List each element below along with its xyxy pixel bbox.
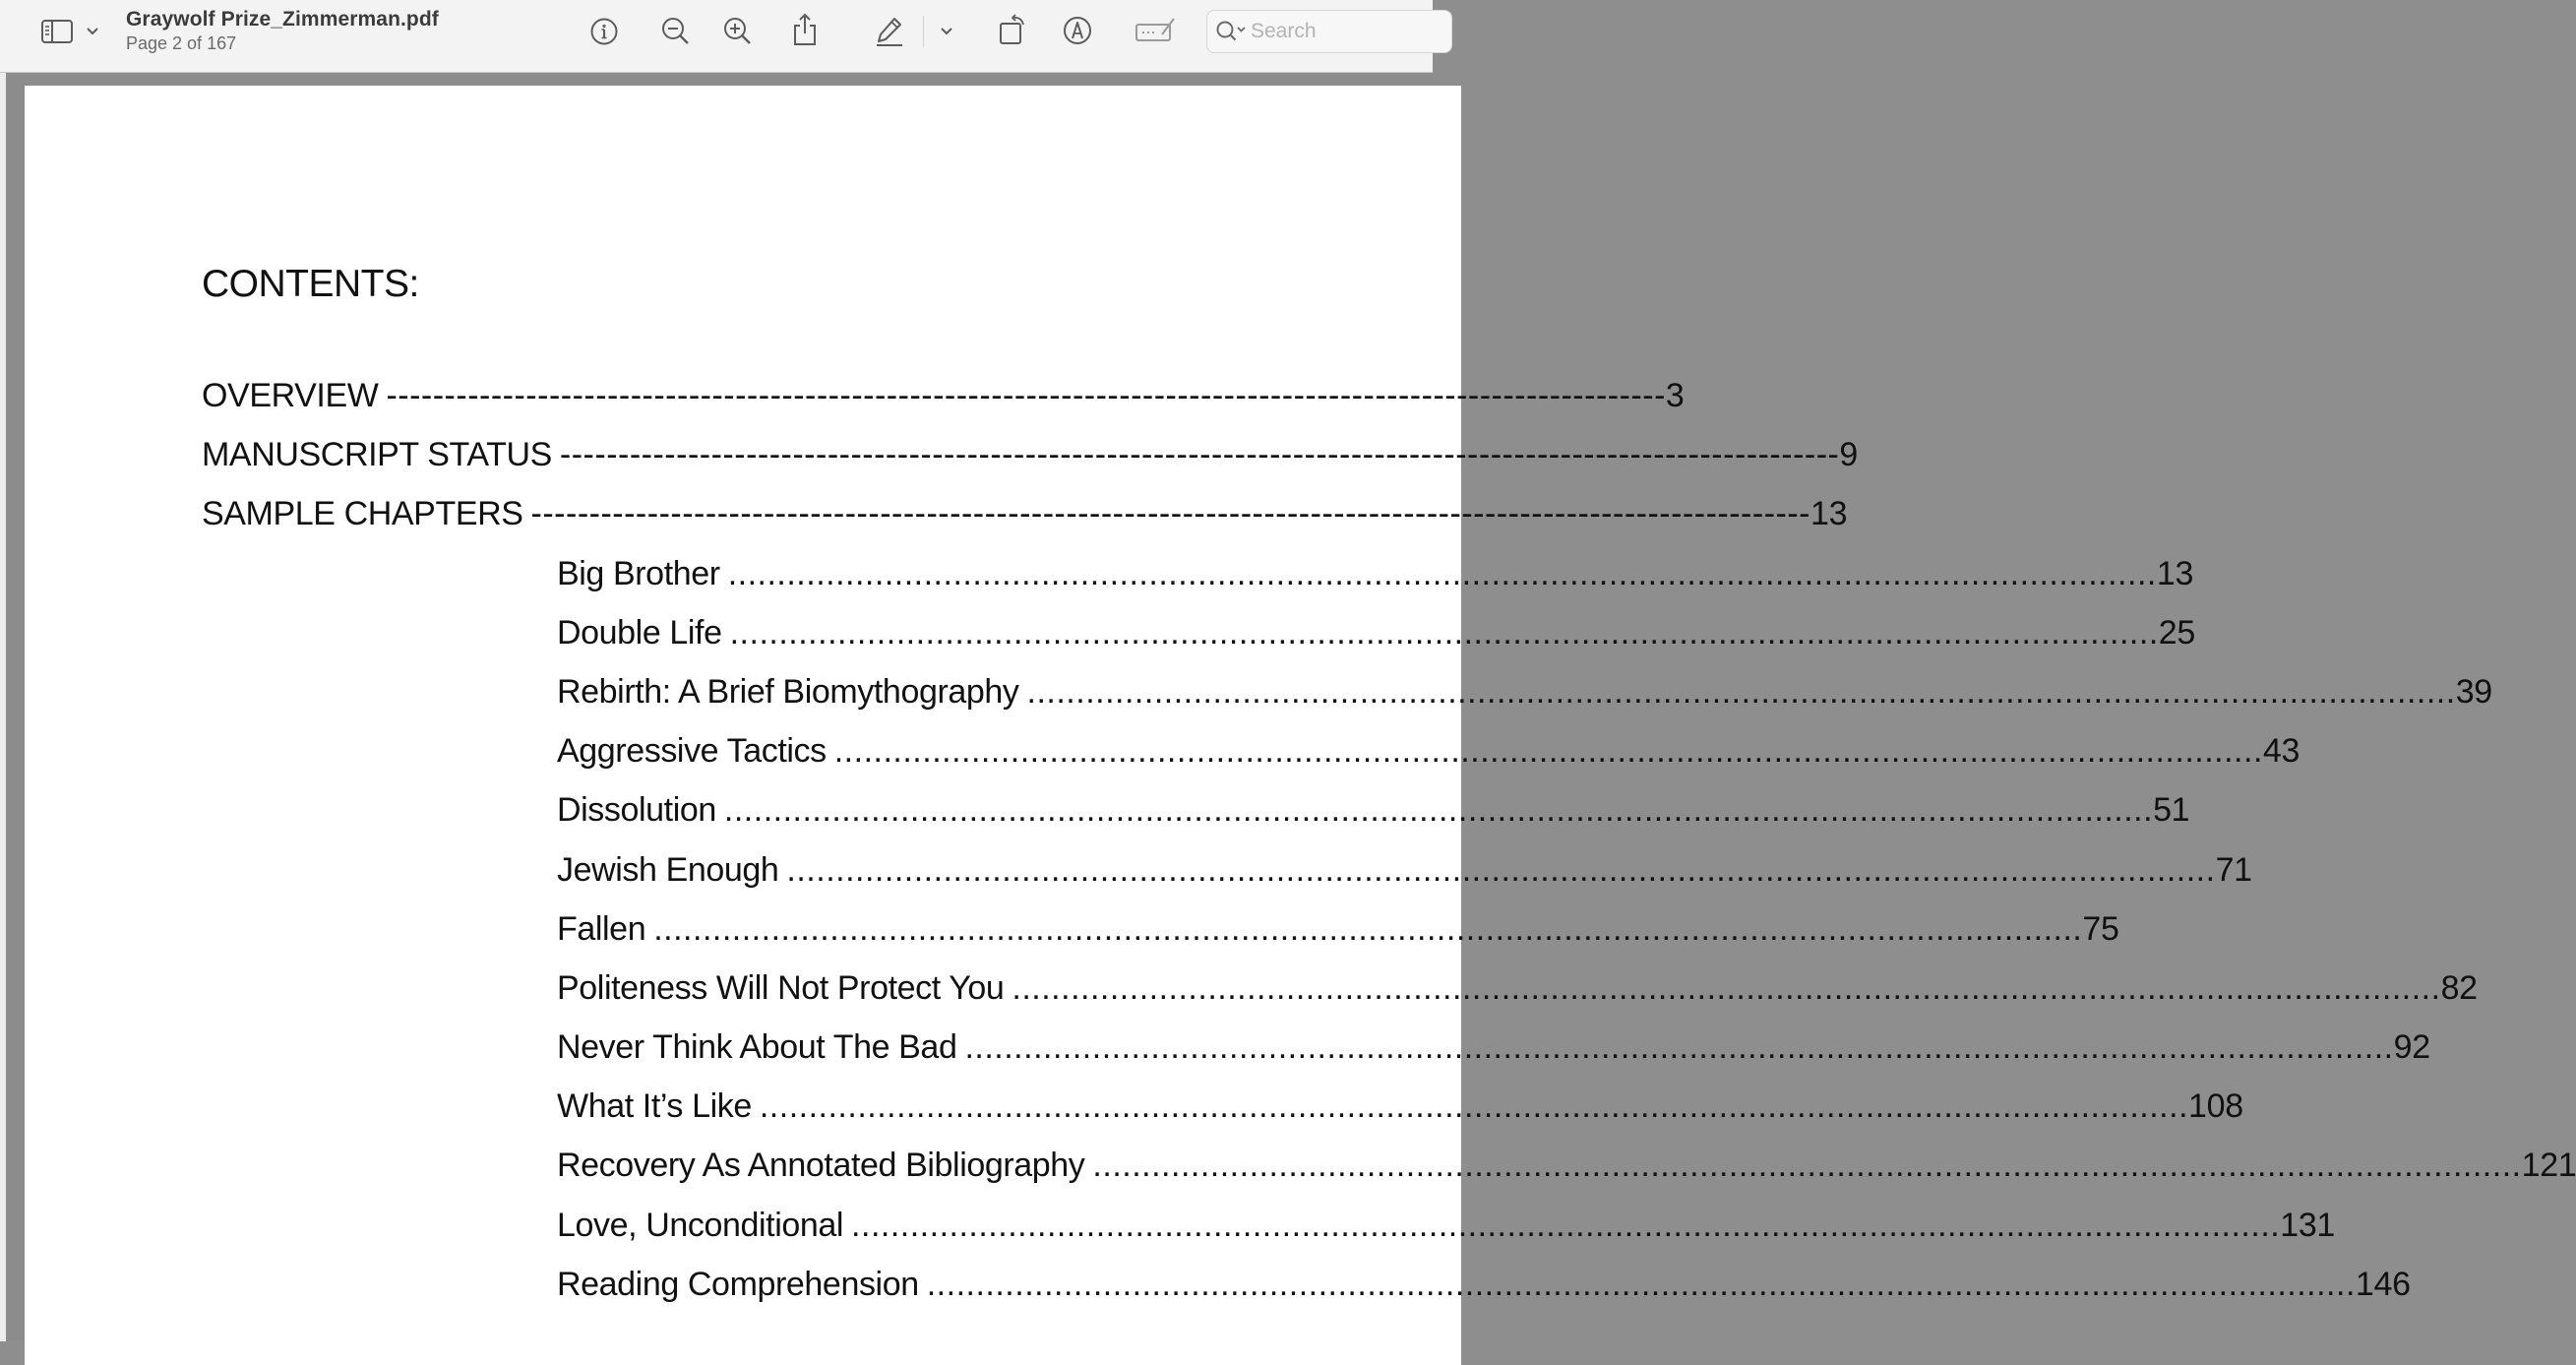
toc-chapter-page: 51: [2153, 791, 2190, 830]
sidebar-toggle-icon[interactable]: [37, 16, 77, 47]
toc-chapter-entry[interactable]: [202, 1257, 2411, 1316]
markup-icon[interactable]: [1059, 12, 1096, 49]
share-icon[interactable]: [787, 10, 823, 49]
toc-chapter-page: 131: [2280, 1206, 2336, 1244]
toc-chapter-page: 71: [2215, 850, 2252, 889]
toc-chapter-entry[interactable]: [202, 1138, 2576, 1197]
toc-entry-overview[interactable]: [202, 368, 1685, 427]
zoom-in-icon[interactable]: [719, 14, 757, 49]
toc-entry-title: MANUSCRIPT STATUS: [202, 436, 552, 474]
toc-chapter-entry[interactable]: [202, 842, 2252, 901]
toc-chapter-page: 39: [2455, 672, 2492, 711]
toc-entry-manuscript-status[interactable]: [202, 427, 1858, 486]
toc-dot-leader: ..................................................................................................................................................: [833, 732, 2263, 771]
search-icon[interactable]: [1213, 17, 1249, 46]
toc-dot-leader: ..................................................................................................................................................: [723, 791, 2154, 830]
toc-dot-leader: ..................................................................................................................................................: [851, 1206, 2281, 1244]
toc-chapter-title: Reading Comprehension: [557, 1265, 919, 1303]
toc-dot-leader: ..................................................................................................................................................: [926, 1265, 2356, 1303]
toc-chapter-title: Recovery As Annotated Bibliography: [557, 1147, 1085, 1185]
toc-chapter-page: 121: [2521, 1147, 2576, 1185]
toolbar-separator: [923, 16, 924, 47]
toc-chapter-title: Jewish Enough: [557, 850, 779, 889]
toc-chapter-entry[interactable]: [202, 1079, 2243, 1138]
toc-chapter-title: Love, Unconditional: [557, 1206, 844, 1244]
toc-entry-page: 9: [1839, 436, 1858, 474]
toc-chapter-entry[interactable]: [202, 901, 2119, 961]
toc-dot-leader: ..................................................................................................................................................: [964, 1028, 2394, 1067]
toc-chapter-title: What It’s Like: [557, 1087, 752, 1126]
highlight-pen-icon[interactable]: [870, 12, 909, 51]
toc-entry-page: 13: [1809, 495, 1848, 533]
toc-chapter-page: 82: [2440, 968, 2478, 1007]
rotate-icon[interactable]: [992, 10, 1031, 49]
toc-dot-leader: ..................................................................................................................................................: [1026, 672, 2456, 711]
form-fill-icon[interactable]: [1132, 12, 1179, 49]
toc-entry-title: SAMPLE CHAPTERS: [202, 495, 523, 533]
toc-dot-leader: ..................................................................................................................................................: [729, 613, 2159, 651]
info-icon[interactable]: [586, 14, 622, 49]
toc-chapter-entry[interactable]: [202, 605, 2195, 664]
page-indicator: Page 2 of 167: [126, 33, 237, 53]
toc-dot-leader: ..................................................................................................................................................: [653, 909, 2083, 948]
toc-dot-leader: ..................................................................................................................................................: [1092, 1147, 2522, 1185]
toc-chapter-page: 25: [2158, 613, 2195, 651]
toc-dot-leader: ..................................................................................................................................................: [759, 1087, 2189, 1126]
toc-entry-sample-chapters[interactable]: [202, 486, 1848, 545]
toolbar: [0, 0, 1433, 73]
toc-chapter-title: Fallen: [557, 909, 646, 948]
toc-chapter-entry[interactable]: [202, 1020, 2430, 1079]
toc-chapter-entry[interactable]: [202, 664, 2492, 723]
toc-chapter-title: Big Brother: [557, 554, 720, 592]
zoom-out-icon[interactable]: [657, 14, 695, 49]
toc-chapter-title: Rebirth: A Brief Biomythography: [557, 672, 1019, 711]
toc-chapter-page: 92: [2393, 1028, 2430, 1067]
toc-dash-leader: --------------------------------------------------------------------------------------------------------------: [386, 377, 1666, 414]
sidebar-edge: [0, 73, 6, 1341]
toc-chapter-entry[interactable]: [202, 961, 2478, 1020]
toc-dot-leader: ..................................................................................................................................................: [727, 554, 2157, 592]
chevron-down-icon[interactable]: [83, 20, 102, 43]
toc-chapter-page: 146: [2355, 1265, 2411, 1303]
document-title-block: [126, 7, 439, 54]
toc-chapter-entry[interactable]: [202, 546, 2194, 605]
toc-chapter-page: 75: [2082, 909, 2119, 948]
toc-chapter-title: Never Think About The Bad: [557, 1028, 957, 1067]
toc-chapter-entry[interactable]: [202, 723, 2300, 782]
document-title[interactable]: Graywolf Prize_Zimmerman.pdf: [126, 8, 439, 31]
toc-chapter-page: 13: [2156, 554, 2194, 592]
toc-dash-leader: --------------------------------------------------------------------------------------------------------------: [559, 436, 1840, 474]
toc-dash-leader: --------------------------------------------------------------------------------------------------------------: [530, 495, 1810, 533]
toc-chapter-page: 108: [2188, 1087, 2243, 1126]
toc-entry-title: OVERVIEW: [202, 377, 379, 414]
toc-chapter-title: Dissolution: [557, 791, 716, 830]
search-input[interactable]: [1251, 20, 1428, 43]
toc-chapter-entry[interactable]: [202, 1198, 2336, 1257]
toc-chapter-title: Aggressive Tactics: [557, 732, 827, 771]
toc-chapter-entry[interactable]: [202, 782, 2190, 841]
toc-dot-leader: ..................................................................................................................................................: [786, 850, 2216, 889]
table-of-contents: [202, 368, 2576, 1316]
pdf-page: [25, 86, 2576, 1365]
toc-chapter-title: Politeness Will Not Protect You: [557, 968, 1005, 1007]
contents-heading: CONTENTS:: [202, 263, 419, 305]
markup-chevron-down-icon[interactable]: [937, 20, 956, 43]
toc-entry-page: 3: [1665, 377, 1685, 414]
toc-dot-leader: ..................................................................................................................................................: [1012, 968, 2441, 1007]
search-field[interactable]: [1206, 10, 1452, 53]
toc-chapter-title: Double Life: [557, 613, 722, 651]
toc-chapter-page: 43: [2262, 732, 2300, 771]
